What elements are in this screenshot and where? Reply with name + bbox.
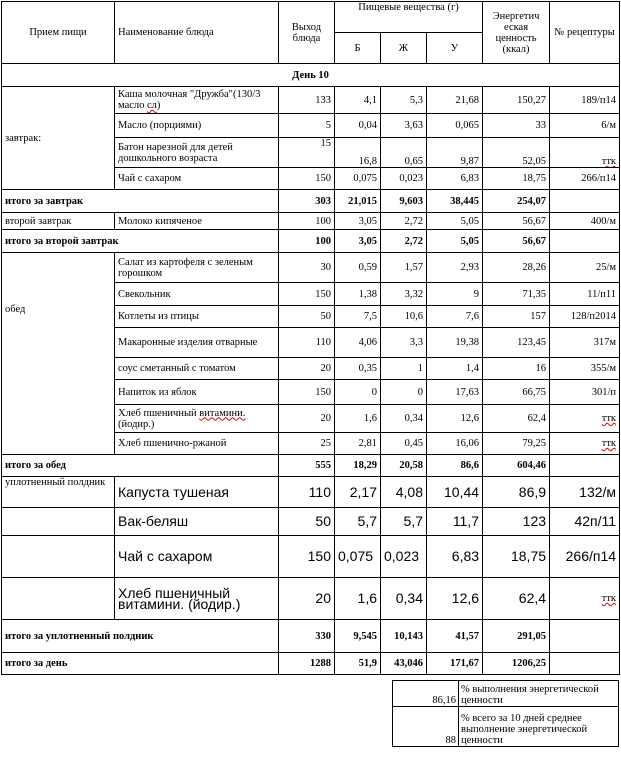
header-dish: Наименование блюда xyxy=(115,2,279,64)
kcal-cell: 79,25 xyxy=(483,433,550,455)
u-cell: 10,44 xyxy=(427,477,483,508)
recipe-cell: 266/п14 xyxy=(550,168,620,190)
summary-row xyxy=(393,707,619,747)
recipe-cell: 11/п11 xyxy=(550,283,620,306)
total-row xyxy=(2,620,620,653)
recipe-cell: 189/п14 xyxy=(550,87,620,114)
kcal-cell: 123 xyxy=(483,508,550,536)
output-cell: 100 xyxy=(279,213,335,230)
b-cell: 4,1 xyxy=(335,87,381,114)
recipe-cell: 355/м xyxy=(550,358,620,380)
header-u: У xyxy=(427,33,483,64)
u-cell: 41,57 xyxy=(427,620,483,653)
total-label: итого за день xyxy=(2,653,279,675)
output-cell: 30 xyxy=(279,253,335,283)
u-cell: 86,6 xyxy=(427,455,483,477)
b-cell: 0,59 xyxy=(335,253,381,283)
summary-text: % всего за 10 дней среднее выполнение энергетической ценности xyxy=(459,707,619,747)
dish-name: Молоко кипяченое xyxy=(115,213,279,230)
u-cell: 12,6 xyxy=(427,405,483,433)
u-cell: 5,05 xyxy=(427,213,483,230)
dish-name: Вак-беляш xyxy=(115,508,279,536)
recipe-cell: 42п/11 xyxy=(550,508,620,536)
zh-cell: 4,08 xyxy=(381,477,427,508)
dish-name: Макаронные изделия отварные xyxy=(115,328,279,358)
recipe-cell: 266/п14 xyxy=(550,536,620,578)
zh-cell: 0 xyxy=(381,380,427,405)
b-cell: 21,015 xyxy=(335,190,381,213)
output-cell: 133 xyxy=(279,87,335,114)
output-cell: 110 xyxy=(279,328,335,358)
b-cell: 3,05 xyxy=(335,230,381,253)
b-cell: 1,6 xyxy=(335,578,381,620)
u-cell: 21,68 xyxy=(427,87,483,114)
b-cell: 2,81 xyxy=(335,433,381,455)
zh-cell: 10,6 xyxy=(381,306,427,328)
b-cell: 9,545 xyxy=(335,620,381,653)
output-cell: 15 xyxy=(279,138,335,168)
b-cell: 5,7 xyxy=(335,508,381,536)
day-title: День 10 xyxy=(2,64,620,87)
meal-snack-empty xyxy=(2,536,115,578)
dish-name: Каша молочная "Дружба"(130/3 масло сл) xyxy=(115,87,279,114)
total-row xyxy=(2,190,620,213)
meal-snack: уплотненный полдник xyxy=(2,477,115,508)
meal-snack-empty xyxy=(2,578,115,620)
kcal-cell: 291,05 xyxy=(483,620,550,653)
output-cell: 150 xyxy=(279,380,335,405)
kcal-cell: 254,07 xyxy=(483,190,550,213)
summary-value: 88 xyxy=(393,707,459,747)
output-cell: 25 xyxy=(279,433,335,455)
header-row xyxy=(2,2,620,33)
output-cell: 20 xyxy=(279,358,335,380)
recipe-cell: ттк xyxy=(550,138,620,168)
u-cell: 1,4 xyxy=(427,358,483,380)
u-cell: 9 xyxy=(427,283,483,306)
table-row xyxy=(2,213,620,230)
b-cell: 18,29 xyxy=(335,455,381,477)
u-cell: 16,06 xyxy=(427,433,483,455)
total-label: итого за второй завтрак xyxy=(2,230,279,253)
table-row xyxy=(2,87,620,114)
kcal-cell: 150,27 xyxy=(483,87,550,114)
b-cell: 4,06 xyxy=(335,328,381,358)
kcal-cell: 604,46 xyxy=(483,455,550,477)
zh-cell: 0,34 xyxy=(381,405,427,433)
output-cell: 150 xyxy=(279,168,335,190)
dish-name: Напиток из яблок xyxy=(115,380,279,405)
b-cell: 16,8 xyxy=(335,138,381,168)
b-cell: 0,04 xyxy=(335,114,381,138)
meal-lunch: обед xyxy=(2,253,115,455)
recipe-cell: 128/п2014 xyxy=(550,306,620,328)
recipe-cell: ттк xyxy=(550,578,620,620)
day-title-row xyxy=(2,64,620,87)
b-cell: 0,35 xyxy=(335,358,381,380)
u-cell: 2,93 xyxy=(427,253,483,283)
b-cell: 0,075 xyxy=(335,168,381,190)
kcal-cell: 62,4 xyxy=(483,405,550,433)
u-cell: 6,83 xyxy=(427,168,483,190)
u-cell: 7,6 xyxy=(427,306,483,328)
recipe-cell: 25/м xyxy=(550,253,620,283)
recipe-cell xyxy=(550,653,620,675)
table-row xyxy=(2,536,620,578)
zh-cell: 5,7 xyxy=(381,508,427,536)
b-cell: 3,05 xyxy=(335,213,381,230)
table-row xyxy=(2,253,620,283)
output-cell: 100 xyxy=(279,230,335,253)
kcal-cell: 56,67 xyxy=(483,230,550,253)
header-output: Выход блюда xyxy=(279,2,335,64)
u-cell: 38,445 xyxy=(427,190,483,213)
b-cell: 7,5 xyxy=(335,306,381,328)
kcal-cell: 18,75 xyxy=(483,168,550,190)
b-cell: 2,17 xyxy=(335,477,381,508)
summary-table xyxy=(392,680,619,747)
output-cell: 5 xyxy=(279,114,335,138)
dish-name: Капуста тушеная xyxy=(115,477,279,508)
b-cell: 0,075 xyxy=(335,536,381,578)
day-total-row xyxy=(2,653,620,675)
output-cell: 150 xyxy=(279,283,335,306)
menu-table xyxy=(1,1,620,675)
meal-second-breakfast: второй завтрак xyxy=(2,213,115,230)
output-cell: 110 xyxy=(279,477,335,508)
zh-cell: 9,603 xyxy=(381,190,427,213)
output-cell: 303 xyxy=(279,190,335,213)
total-label: итого за обед xyxy=(2,455,279,477)
output-cell: 20 xyxy=(279,578,335,620)
header-meal: Прием пищи xyxy=(2,2,115,64)
summary-row xyxy=(393,681,619,707)
recipe-cell: 6/м xyxy=(550,114,620,138)
output-cell: 330 xyxy=(279,620,335,653)
u-cell: 5,05 xyxy=(427,230,483,253)
zh-cell: 0,65 xyxy=(381,138,427,168)
dish-name: Хлеб пшеничный витамини. (йодир.) xyxy=(115,578,279,620)
header-zh: Ж xyxy=(381,33,427,64)
u-cell: 11,7 xyxy=(427,508,483,536)
recipe-cell: 301/п xyxy=(550,380,620,405)
zh-cell: 0,023 xyxy=(381,536,427,578)
recipe-cell: ттк xyxy=(550,405,620,433)
b-cell: 1,38 xyxy=(335,283,381,306)
recipe-cell: 317м xyxy=(550,328,620,358)
kcal-cell: 56,67 xyxy=(483,213,550,230)
total-row xyxy=(2,455,620,477)
output-cell: 1288 xyxy=(279,653,335,675)
recipe-cell xyxy=(550,190,620,213)
output-cell: 20 xyxy=(279,405,335,433)
u-cell: 0,065 xyxy=(427,114,483,138)
header-b: Б xyxy=(335,33,381,64)
kcal-cell: 16 xyxy=(483,358,550,380)
b-cell: 0 xyxy=(335,380,381,405)
kcal-cell: 18,75 xyxy=(483,536,550,578)
kcal-cell: 71,35 xyxy=(483,283,550,306)
u-cell: 6,83 xyxy=(427,536,483,578)
u-cell: 17,63 xyxy=(427,380,483,405)
recipe-cell: ттк xyxy=(550,433,620,455)
output-cell: 555 xyxy=(279,455,335,477)
summary-text: % выполнения энергетической ценности xyxy=(459,681,619,707)
b-cell: 51,9 xyxy=(335,653,381,675)
dish-name: Чай с сахаром xyxy=(115,536,279,578)
dish-name: Хлеб пшеничный витамини. (йодир.) xyxy=(115,405,279,433)
total-row xyxy=(2,230,620,253)
kcal-cell: 123,45 xyxy=(483,328,550,358)
kcal-cell: 33 xyxy=(483,114,550,138)
header-recipe: № рецептуры xyxy=(550,2,620,64)
dish-name: Хлеб пшенично-ржаной xyxy=(115,433,279,455)
u-cell: 19,38 xyxy=(427,328,483,358)
zh-cell: 3,3 xyxy=(381,328,427,358)
recipe-cell xyxy=(550,230,620,253)
table-row xyxy=(2,477,620,508)
zh-cell: 2,72 xyxy=(381,230,427,253)
zh-cell: 10,143 xyxy=(381,620,427,653)
zh-cell: 3,63 xyxy=(381,114,427,138)
output-cell: 50 xyxy=(279,306,335,328)
zh-cell: 0,34 xyxy=(381,578,427,620)
zh-cell: 43,046 xyxy=(381,653,427,675)
kcal-cell: 86,9 xyxy=(483,477,550,508)
kcal-cell: 66,75 xyxy=(483,380,550,405)
u-cell: 9,87 xyxy=(427,138,483,168)
u-cell: 12,6 xyxy=(427,578,483,620)
kcal-cell: 52,05 xyxy=(483,138,550,168)
u-cell: 171,67 xyxy=(427,653,483,675)
dish-name: Свекольник xyxy=(115,283,279,306)
dish-name: Масло (порциями) xyxy=(115,114,279,138)
output-cell: 50 xyxy=(279,508,335,536)
recipe-cell xyxy=(550,620,620,653)
dish-name: Чай с сахаром xyxy=(115,168,279,190)
zh-cell: 2,72 xyxy=(381,213,427,230)
output-cell: 150 xyxy=(279,536,335,578)
dish-name: Батон нарезной для детей дошкольного возраста xyxy=(115,138,279,168)
meal-breakfast: завтрак: xyxy=(2,87,115,190)
zh-cell: 0,45 xyxy=(381,433,427,455)
dish-name: Салат из картофеля с зеленым горошком xyxy=(115,253,279,283)
recipe-cell: 400/м xyxy=(550,213,620,230)
kcal-cell: 28,26 xyxy=(483,253,550,283)
b-cell: 1,6 xyxy=(335,405,381,433)
summary-value: 86,16 xyxy=(393,681,459,707)
kcal-cell: 62,4 xyxy=(483,578,550,620)
table-row xyxy=(2,578,620,620)
dish-name: Котлеты из птицы xyxy=(115,306,279,328)
table-row xyxy=(2,508,620,536)
header-nutrients: Пищевые вещества (г) xyxy=(335,2,483,33)
recipe-cell: 132/м xyxy=(550,477,620,508)
zh-cell: 3,32 xyxy=(381,283,427,306)
zh-cell: 1,57 xyxy=(381,253,427,283)
recipe-cell xyxy=(550,455,620,477)
zh-cell: 0,023 xyxy=(381,168,427,190)
kcal-cell: 1206,25 xyxy=(483,653,550,675)
header-energy: Энергетич еская ценность (ккал) xyxy=(483,2,550,64)
total-label: итого за завтрак xyxy=(2,190,279,213)
meal-snack-empty xyxy=(2,508,115,536)
total-label: итого за уплотненный полдник xyxy=(2,620,279,653)
zh-cell: 5,3 xyxy=(381,87,427,114)
zh-cell: 1 xyxy=(381,358,427,380)
zh-cell: 20,58 xyxy=(381,455,427,477)
dish-name: соус сметанный с томатом xyxy=(115,358,279,380)
kcal-cell: 157 xyxy=(483,306,550,328)
